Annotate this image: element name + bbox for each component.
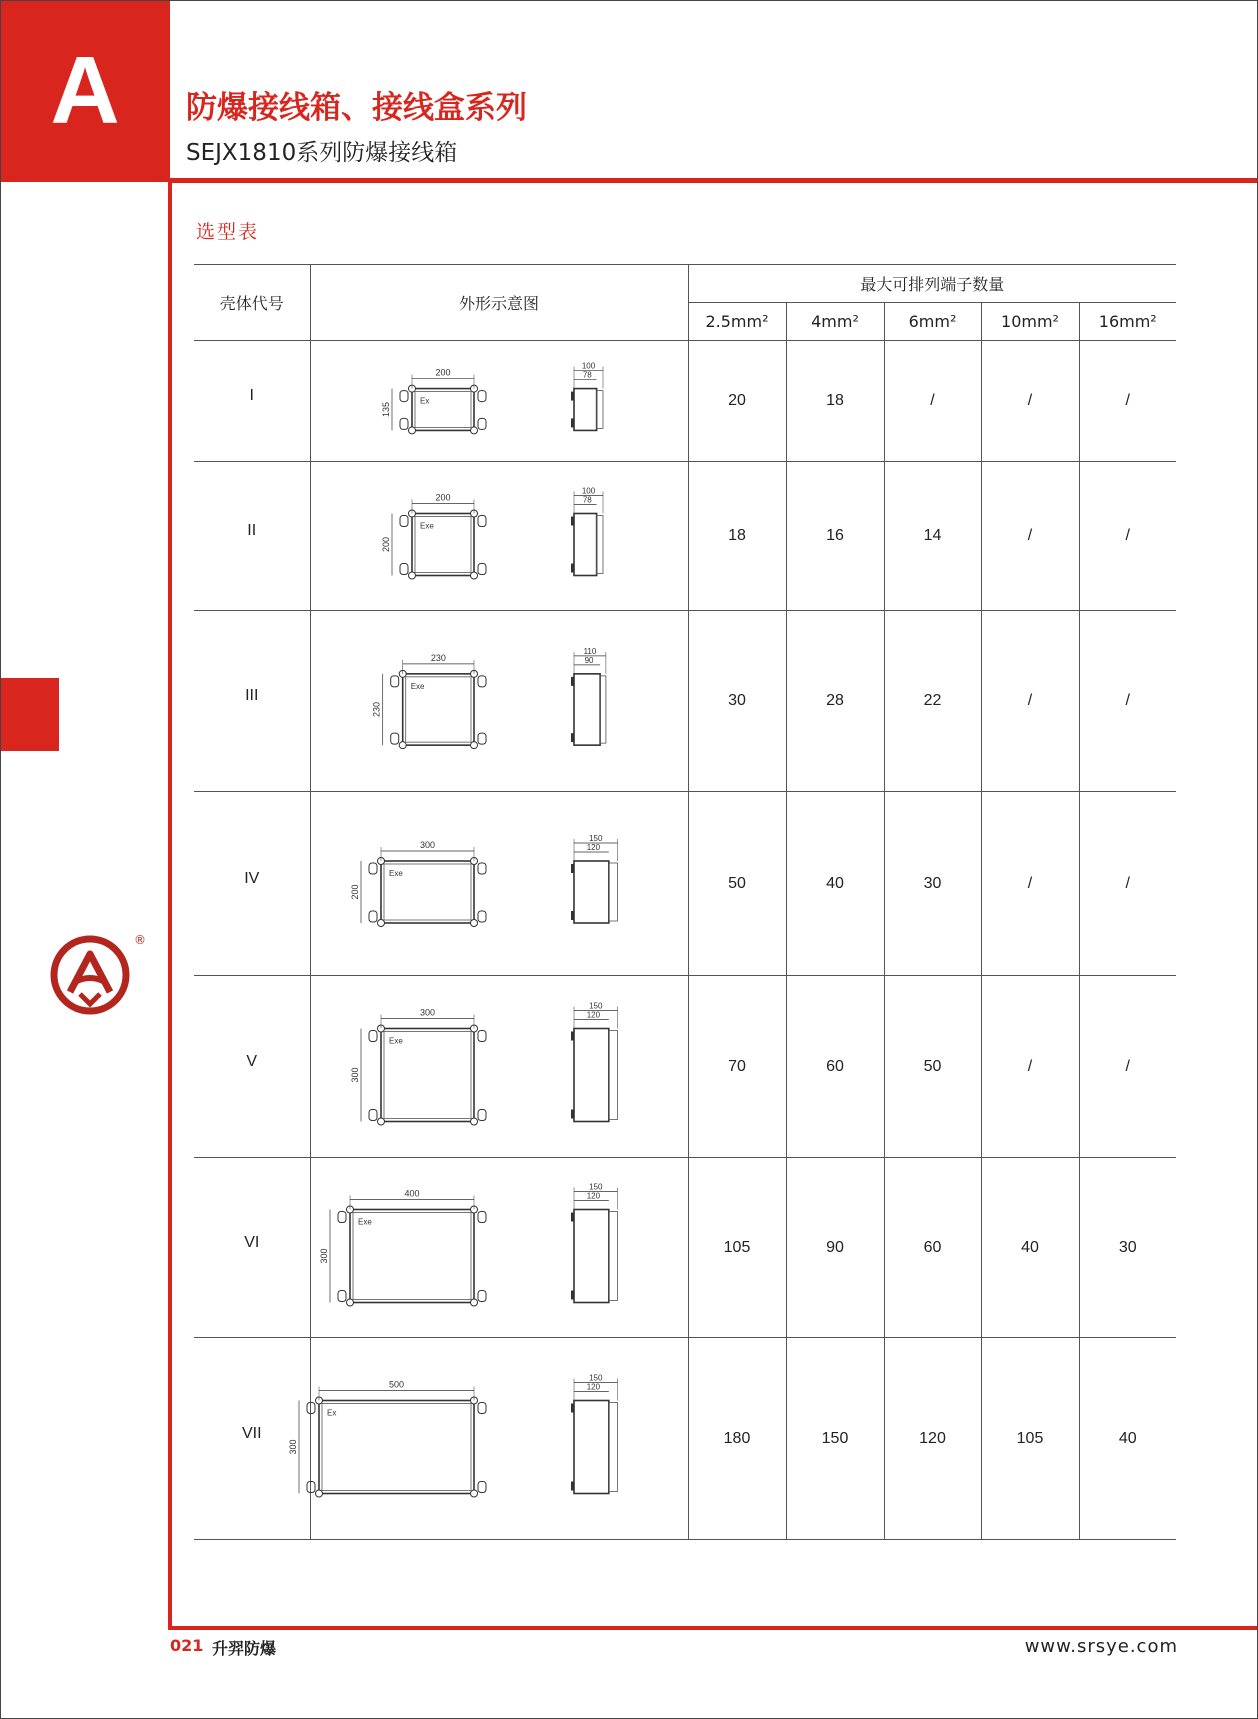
terminal-count-cell: 16 [786, 462, 884, 611]
terminal-count-cell: / [981, 341, 1079, 462]
terminal-count-cell: 20 [688, 341, 786, 462]
enclosure-drawing [319, 797, 679, 971]
side-view [574, 673, 600, 744]
terminal-count-cell: 40 [786, 792, 884, 976]
dim-height: 300 [319, 1247, 329, 1264]
terminal-count-cell: 30 [1079, 1158, 1176, 1338]
terminal-count-cell: / [1079, 462, 1176, 611]
page-number: 021 [170, 1636, 204, 1655]
selection-table [194, 264, 1176, 1540]
outline-figure [310, 976, 688, 1158]
side-view [574, 861, 609, 923]
bolt [347, 1299, 354, 1306]
side-ear [571, 1481, 574, 1490]
terminal-count-cell: 18 [786, 341, 884, 462]
front-view [412, 388, 474, 430]
enclosure-drawing [319, 616, 679, 787]
side-lid [597, 515, 603, 573]
header-rule [170, 178, 1258, 183]
mount-ear [478, 1481, 486, 1492]
dim-height: 135 [381, 401, 391, 417]
shell-code: I [194, 341, 310, 462]
terminal-count-cell: 90 [786, 1158, 884, 1338]
side-view [574, 1209, 609, 1302]
col-header-size: 4mm² [786, 303, 884, 341]
dim-width: 500 [388, 1379, 405, 1389]
terminal-count-cell: 40 [1079, 1338, 1176, 1540]
terminal-count-cell: 40 [981, 1158, 1079, 1338]
side-view [574, 1028, 609, 1121]
ex-mark: Exe [389, 868, 403, 878]
mount-ear [478, 911, 486, 922]
dim-depth: 110 [583, 646, 597, 656]
dim-depth: 100 [581, 361, 596, 371]
terminal-count-cell: / [1079, 341, 1176, 462]
col-header-shell: 壳体代号 [194, 265, 310, 341]
terminal-count-cell: / [981, 976, 1079, 1158]
page-subtitle: SEJX1810系列防爆接线箱 [186, 140, 458, 166]
dim-depth-body: 78 [582, 495, 592, 504]
side-lid [609, 1030, 618, 1119]
mount-ear [478, 1290, 486, 1301]
footer-rule [168, 1626, 1258, 1630]
side-ear [571, 864, 574, 873]
mount-ear [369, 863, 377, 874]
mount-ear [478, 1109, 486, 1120]
mount-ear [478, 675, 486, 686]
table-row [194, 792, 1176, 976]
dim-width: 200 [435, 492, 451, 502]
side-ear [571, 391, 574, 400]
table-row [194, 976, 1176, 1158]
mount-ear [400, 390, 408, 401]
bolt [471, 1299, 478, 1306]
mount-ear [391, 733, 399, 744]
shell-code: VI [194, 1158, 310, 1338]
dim-depth: 150 [589, 1001, 603, 1010]
side-view [574, 1400, 609, 1493]
side-view [574, 388, 597, 430]
dim-depth: 150 [589, 833, 603, 843]
side-ear [571, 1212, 574, 1221]
bolt [471, 1118, 478, 1125]
front-view [319, 1400, 474, 1493]
mount-ear [338, 1290, 346, 1301]
terminal-count-cell: / [1079, 611, 1176, 792]
outline-figure [310, 792, 688, 976]
mount-ear [478, 1402, 486, 1413]
section-title: 选型表 [196, 221, 260, 243]
mount-ear [478, 1030, 486, 1041]
mount-ear [400, 418, 408, 429]
footer-url: www.srsye.com [1024, 1636, 1178, 1657]
terminal-count-cell: 105 [688, 1158, 786, 1338]
bolt [471, 572, 478, 579]
side-ear [571, 1403, 574, 1412]
terminal-count-cell: / [884, 341, 981, 462]
side-lid [609, 1402, 618, 1491]
dim-width: 300 [419, 839, 436, 850]
terminal-count-cell: 22 [884, 611, 981, 792]
bolt [471, 426, 478, 433]
ex-mark: Exe [420, 521, 434, 530]
side-tab-marker [0, 678, 59, 751]
dim-depth-body: 120 [586, 1191, 601, 1200]
col-header-size: 6mm² [884, 303, 981, 341]
terminal-count-cell: 18 [688, 462, 786, 611]
dim-depth-body: 120 [586, 1010, 601, 1019]
dim-height: 200 [381, 536, 391, 552]
side-view [574, 513, 597, 575]
ex-mark: Exe [410, 681, 425, 691]
side-lid [609, 1211, 618, 1300]
footer-brand: 升羿防爆 [212, 1639, 277, 1658]
front-inner [322, 1403, 471, 1490]
dim-height: 230 [371, 701, 382, 717]
terminal-count-cell: 28 [786, 611, 884, 792]
terminal-count-cell: / [981, 611, 1079, 792]
dim-width: 400 [404, 1188, 420, 1198]
dim-depth: 100 [581, 486, 596, 495]
terminal-count-cell: 50 [688, 792, 786, 976]
enclosure-drawing [319, 981, 679, 1153]
col-header-size: 10mm² [981, 303, 1079, 341]
bolt [409, 426, 416, 433]
side-ear [571, 1031, 574, 1040]
dim-width: 300 [419, 1007, 436, 1017]
col-header-size: 2.5mm² [688, 303, 786, 341]
side-lid [600, 675, 606, 742]
side-ear [571, 733, 574, 742]
bolt [316, 1490, 323, 1497]
dim-depth: 150 [589, 1373, 603, 1382]
mount-ear [338, 1211, 346, 1222]
col-header-figure: 外形示意图 [310, 265, 688, 341]
mount-ear [369, 1109, 377, 1120]
ex-mark: Exe [389, 1036, 403, 1045]
terminal-count-cell: 30 [688, 611, 786, 792]
mount-ear [400, 515, 408, 526]
terminal-count-cell: / [1079, 792, 1176, 976]
dim-depth-body: 120 [586, 1382, 601, 1391]
dim-height: 200 [350, 883, 360, 900]
outline-figure [310, 1158, 688, 1338]
side-ear [571, 911, 574, 920]
mount-ear [478, 1211, 486, 1222]
table-row [194, 341, 1176, 462]
section-letter: A [50, 37, 120, 144]
bolt [409, 572, 416, 579]
mount-ear [369, 911, 377, 922]
terminal-count-cell: / [981, 462, 1079, 611]
ex-mark: Ex [420, 396, 430, 406]
mount-ear [478, 390, 486, 401]
enclosure-drawing [288, 1343, 679, 1535]
ex-mark: Exe [358, 1217, 372, 1226]
mount-ear [478, 863, 486, 874]
table-row [194, 462, 1176, 611]
mount-ear [400, 563, 408, 574]
side-lid [609, 863, 618, 921]
mount-ear [369, 1030, 377, 1041]
dim-depth-body: 120 [586, 842, 601, 852]
dim-width: 230 [430, 652, 446, 663]
left-rule [168, 182, 172, 1630]
table-row [194, 1158, 1176, 1338]
enclosure-drawing [319, 346, 679, 457]
side-ear [571, 563, 574, 572]
outline-figure [310, 611, 688, 792]
side-ear [571, 1290, 574, 1299]
table-row [194, 1338, 1176, 1540]
terminal-count-cell: / [1079, 976, 1176, 1158]
col-header-terminal-count: 最大可排列端子数量 [688, 265, 1176, 303]
terminal-count-cell: 60 [786, 976, 884, 1158]
bolt [471, 741, 478, 748]
page-title: 防爆接线箱、接线盒系列 [186, 90, 527, 126]
terminal-count-cell: 105 [981, 1338, 1079, 1540]
dim-width: 200 [435, 367, 451, 378]
dim-depth: 150 [589, 1182, 603, 1191]
bolt [378, 919, 385, 926]
brand-logo-icon [50, 930, 146, 1020]
enclosure-drawing [319, 467, 679, 606]
dim-height: 300 [350, 1066, 360, 1083]
ex-mark: Ex [327, 1408, 337, 1417]
registered-mark: ® [134, 933, 146, 947]
terminal-count-cell: 180 [688, 1338, 786, 1540]
dim-height: 300 [288, 1438, 298, 1455]
bolt [378, 1118, 385, 1125]
mount-ear [391, 675, 399, 686]
bolt [471, 1490, 478, 1497]
outline-figure [288, 1338, 688, 1540]
col-header-size: 16mm² [1079, 303, 1176, 341]
side-ear [571, 1109, 574, 1118]
shell-code: IV [194, 792, 310, 976]
mount-ear [478, 418, 486, 429]
bolt [471, 919, 478, 926]
bolt [399, 741, 406, 748]
terminal-count-cell: 30 [884, 792, 981, 976]
mount-ear [478, 733, 486, 744]
outline-figure [310, 341, 688, 462]
terminal-count-cell: 120 [884, 1338, 981, 1540]
dim-depth-body: 78 [582, 370, 592, 380]
dim-depth-body: 90 [584, 655, 594, 665]
outline-figure [310, 462, 688, 611]
table-row [194, 611, 1176, 792]
side-ear [571, 676, 574, 685]
mount-ear [478, 515, 486, 526]
side-ear [571, 418, 574, 427]
shell-code: II [194, 462, 310, 611]
terminal-count-cell: 14 [884, 462, 981, 611]
shell-code: III [194, 611, 310, 792]
shell-code: VII [194, 1338, 310, 1540]
shell-code: V [194, 976, 310, 1158]
mount-ear [478, 563, 486, 574]
terminal-count-cell: / [981, 792, 1079, 976]
terminal-count-cell: 60 [884, 1158, 981, 1338]
terminal-count-cell: 150 [786, 1338, 884, 1540]
enclosure-drawing [319, 1163, 679, 1333]
side-ear [571, 516, 574, 525]
terminal-count-cell: 70 [688, 976, 786, 1158]
side-lid [597, 390, 603, 428]
terminal-count-cell: 50 [884, 976, 981, 1158]
